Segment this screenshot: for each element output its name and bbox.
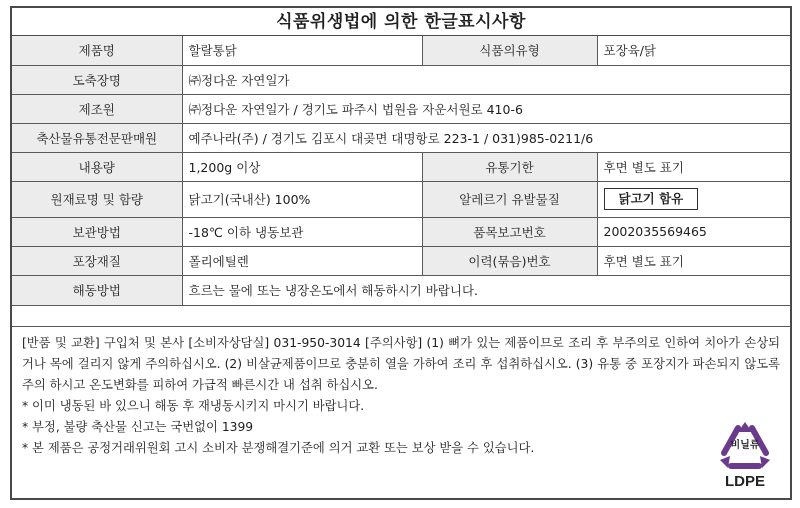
table-row [12, 152, 790, 181]
table-row [12, 123, 790, 152]
product-label [10, 6, 792, 500]
food-type-value: 포장육/닭 [597, 36, 790, 65]
recycle-material: LDPE [724, 473, 765, 490]
notice-bullet: * 본 제품은 공정거래위원회 고시 소비자 분쟁해결기준에 의거 교환 또는 보상 받을 수 있습니다. [22, 441, 535, 455]
table-row [12, 181, 790, 217]
food-type-label: 식품의유형 [422, 36, 597, 65]
packaging-label: 포장재질 [12, 246, 182, 275]
notice-paragraph: [반품 및 교환] 구입처 및 본사 [소비자상담실] 031-950-3014 [주의사항] (1) 뼈가 있는 제품이므로 조리 후 부주의로 인하여 치아가 손상되거나 목에 걸리지 않게 주의하십시오. (2) 비살균제품이므로 충분히 열을 가하여 조리 후 섭취하십시오. (3) 유통 중 포장지가 파손되지 않도록 주의 하시고 온도변화를 피하여 가급적 빠른시간 내 섭취 하십시오. [22, 336, 780, 392]
table-row [12, 246, 790, 275]
manufacturer-value: ㈜정다운 자연일가 / 경기도 파주시 법원읍 자운서원로 410-6 [182, 94, 790, 123]
storage-label: 보관방법 [12, 217, 182, 246]
label-title: 식품위생법에 의한 한글표시사항 [12, 8, 790, 36]
notice-bullet: * 이미 냉동된 바 있으니 해동 후 재냉동시키지 마시기 바랍니다. [22, 399, 365, 413]
expiry-label: 유통기한 [422, 152, 597, 181]
ingredients-value: 닭고기(국내산) 100% [182, 181, 422, 217]
product-name-label: 제품명 [12, 36, 182, 65]
table-row [12, 65, 790, 94]
traceability-value: 후면 별도 표기 [597, 246, 790, 275]
thawing-label: 해동방법 [12, 275, 182, 305]
ingredients-label: 원재료명 및 함량 [12, 181, 182, 217]
expiry-value: 후면 별도 표기 [597, 152, 790, 181]
report-no-value: 2002035569465 [597, 217, 790, 246]
recycle-inner-text: 비닐류 [730, 440, 760, 451]
traceability-label: 이력(묶음)번호 [422, 246, 597, 275]
table-row [12, 275, 790, 305]
content-label: 내용량 [12, 152, 182, 181]
seller-label: 축산물유통전문판매원 [12, 123, 182, 152]
notice-section [12, 326, 790, 498]
allergen-label: 알레르기 유발물질 [422, 181, 597, 217]
packaging-value: 폴리에틸렌 [182, 246, 422, 275]
seller-value: 예주나라(주) / 경기도 김포시 대곶면 대명항로 223-1 / 031)985-0211/6 [182, 123, 790, 152]
table-row [12, 217, 790, 246]
content-value: 1,200g 이상 [182, 152, 422, 181]
product-name-value: 할랄통닭 [182, 36, 422, 65]
slaughterhouse-label: 도축장명 [12, 65, 182, 94]
thawing-value: 흐르는 물에 또는 냉장온도에서 해동하시기 바랍니다. [182, 275, 790, 305]
info-table [12, 36, 790, 306]
allergen-badge: 닭고기 함유 [604, 188, 699, 210]
recycle-mark [714, 420, 776, 490]
slaughterhouse-value: ㈜정다운 자연일가 [182, 65, 790, 94]
table-row [12, 94, 790, 123]
manufacturer-label: 제조원 [12, 94, 182, 123]
storage-value: -18℃ 이하 냉동보관 [182, 217, 422, 246]
report-no-label: 품목보고번호 [422, 217, 597, 246]
notice-bullet: * 부정, 불량 축산물 신고는 국번없이 1399 [22, 420, 254, 434]
table-row [12, 36, 790, 65]
